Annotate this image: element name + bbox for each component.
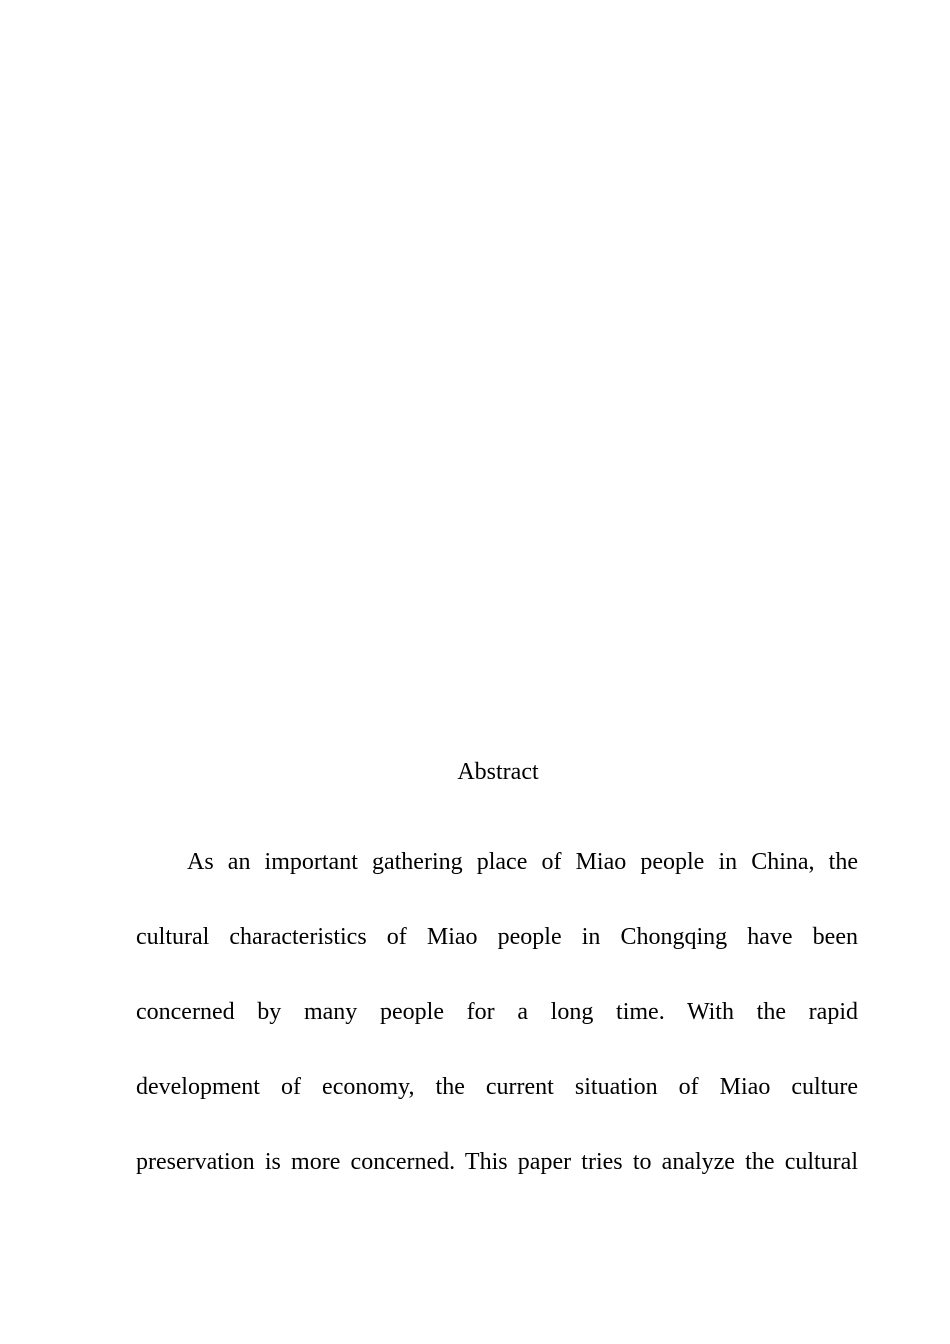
abstract-heading: Abstract (457, 759, 539, 785)
abstract-line-3: concerned by many people for a long time. With the rapid (136, 999, 858, 1025)
abstract-paragraph (136, 836, 858, 1211)
abstract-line-4: development of economy, the current situation of Miao culture (136, 1074, 858, 1100)
abstract-line-2: cultural characteristics of Miao people in Chongqing have been (136, 924, 858, 950)
abstract-line-1: As an important gathering place of Miao people in China, the (187, 849, 858, 875)
abstract-line-5: preservation is more concerned. This paper tries to analyze the cultural (136, 1149, 858, 1175)
